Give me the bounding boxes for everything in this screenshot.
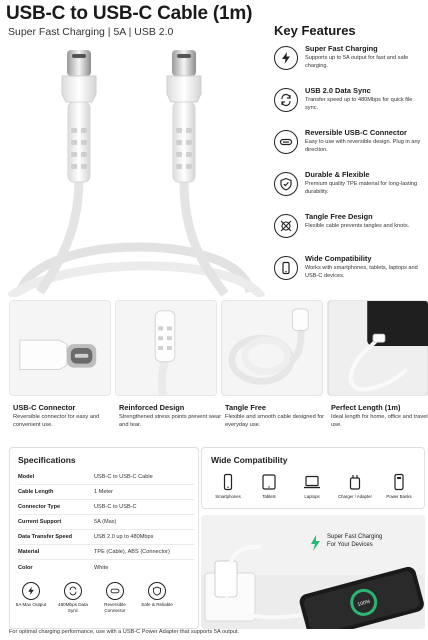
tablet-icon: [260, 473, 278, 491]
laptop-icon: [303, 473, 321, 491]
spec-row: Color White: [18, 564, 109, 571]
product-title: USB-C to USB-C Cable (1m): [6, 3, 253, 24]
lightning-icon: [22, 582, 40, 600]
feature-compatibility: Wide Compatibility Works with smartphones, tablets, laptops and USB-C devices.: [274, 254, 424, 280]
shield-icon: [274, 172, 298, 196]
usb-c-connector-icon: [274, 130, 298, 154]
device-smartphones: Smartphones: [208, 473, 248, 499]
key-features-title: Key Features: [274, 23, 356, 38]
spec-row: Current Support 5A (Max): [18, 515, 194, 530]
compatibility-panel: [201, 447, 425, 509]
smartphone-icon: [219, 473, 237, 491]
charger-icon: [346, 473, 364, 491]
feature-reversible-connector: Reversible USB-C Connector Easy to use with reversible design. Plug in any direction.: [274, 128, 424, 154]
sync-icon: [64, 582, 82, 600]
device-tablets: Tablets: [249, 473, 289, 499]
gallery-caption: Perfect Length (1m) Ideal length for home, office and travel use.: [331, 403, 428, 428]
power-bank-icon: [390, 473, 408, 491]
no-tangle-icon: [274, 214, 298, 238]
gallery-caption: Tangle Free Flexible and smooth cable designed for everyday use.: [225, 403, 324, 428]
footer-note: For optimal charging performance, use with a USB-C Power Adapter that supports 5A output.: [9, 629, 240, 635]
compatibility-title: Wide Compatibility: [211, 455, 288, 465]
charging-caption: Super Fast Charging For Your Devices: [327, 534, 383, 548]
device-power-banks: Power Banks: [379, 473, 419, 499]
lightning-icon: [274, 46, 298, 70]
badge-data-sync: 480Mbps Data Sync: [55, 582, 91, 613]
badge-reversible: Reversible Connector: [97, 582, 133, 613]
gallery-image-reinforced: [115, 300, 217, 396]
spec-row: Model USB-C to USB-C Cable: [18, 470, 194, 485]
spec-row: Connector Type USB-C to USB-C: [18, 500, 194, 515]
feature-durable: Durable & Flexible Premium quality TPE material for long-lasting durability.: [274, 170, 424, 196]
feature-data-sync: USB 2.0 Data Sync Transfer speed up to 480Mbps for quick file sync.: [274, 86, 424, 112]
feature-fast-charging: Super Fast Charging Supports up to 5A output for fast and safe charging.: [274, 44, 424, 70]
gallery-caption: USB-C Connector Reversible connector for easy and convenient use.: [13, 403, 100, 428]
specifications-title: Specifications: [18, 455, 76, 465]
charging-photo: [201, 515, 425, 629]
sync-icon: [274, 88, 298, 112]
spec-row: Material TPE (Cable), ABS (Connector): [18, 545, 194, 560]
device-charger: Charger / Adapter: [335, 473, 375, 499]
shield-icon: [148, 582, 166, 600]
gallery-image-length: [327, 300, 428, 396]
feature-tangle-free: Tangle Free Design Flexible cable prevents tangles and knots.: [274, 212, 424, 238]
gallery-image-connector: [9, 300, 111, 396]
badge-max-output: 5A Max Output: [13, 582, 49, 608]
badge-safe: Safe & Reliable: [139, 582, 175, 608]
spec-row: Data Transfer Speed USB 2.0 up to 480Mbps: [18, 530, 194, 545]
device-laptops: Laptops: [292, 473, 332, 499]
spec-row: Cable Length 1 Meter: [18, 485, 194, 500]
hero-cable-image: [0, 42, 270, 297]
product-subtitle: Super Fast Charging | 5A | USB 2.0: [8, 26, 174, 38]
gallery-caption: Reinforced Design Strengthened stress points prevent wear and tear.: [119, 403, 222, 428]
phone-icon: [274, 256, 298, 280]
usb-c-connector-icon: [106, 582, 124, 600]
svg-text:100%: 100%: [357, 598, 371, 608]
gallery-image-tangle-free: [221, 300, 323, 396]
